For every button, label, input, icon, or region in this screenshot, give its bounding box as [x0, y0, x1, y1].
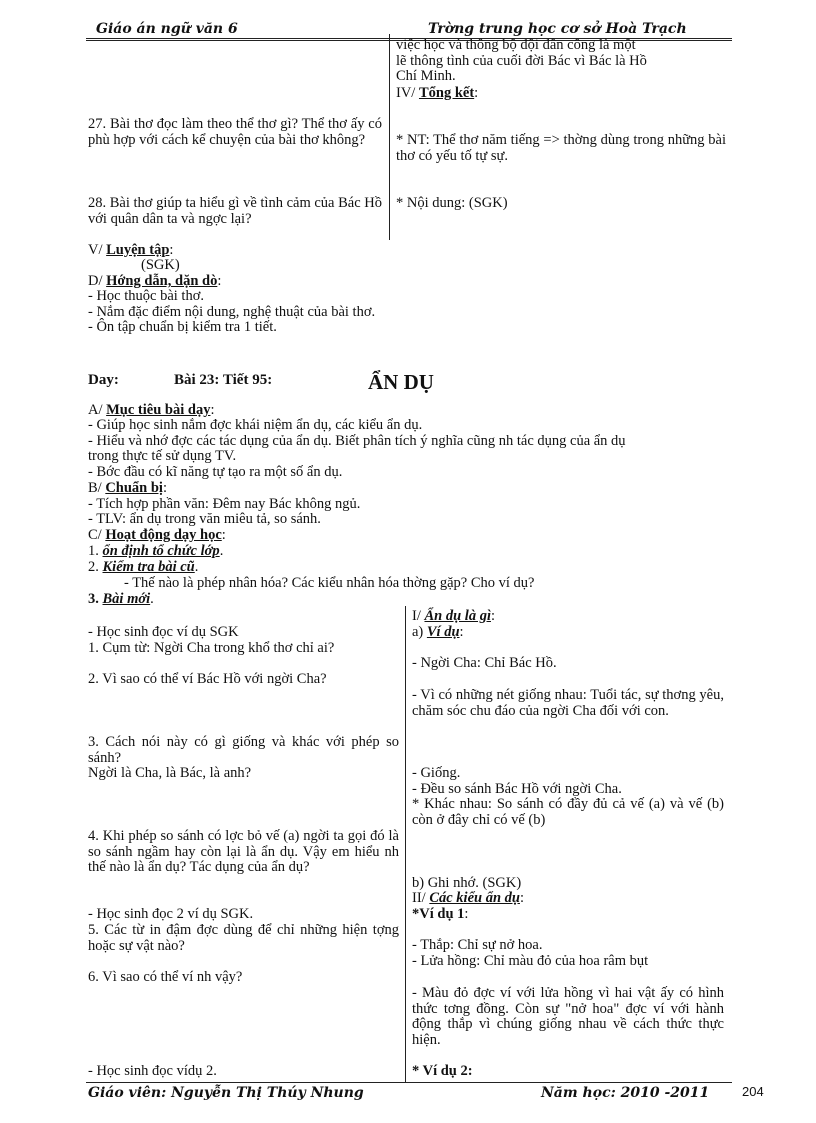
step-2-title: Kiểm tra bài cũ	[102, 559, 195, 575]
example-1-title: *Ví dụ 1	[412, 906, 465, 922]
question-27: 27. Bài thơ đọc làm theo thể thơ gì? Thể thơ ấy có phù hợp với cách kể chuyện của bài thơ không?	[88, 116, 382, 148]
tong-ket-title: Tổng kết	[418, 85, 475, 101]
example-prefix: a)	[412, 624, 427, 640]
step-1-number: 1.	[88, 543, 103, 559]
left-read-example-2: - Học sinh đọc vídụ 2.	[88, 1063, 217, 1079]
continued-line-2: lẽ thông tình của cuối đời Bác vì Bác là Hồ	[396, 52, 647, 69]
section-1-suffix: :	[490, 608, 495, 624]
question-28: 28. Bài thơ giúp ta hiểu gì về tình cảm của Bác Hồ với quân dân ta và ngợc lại?	[88, 195, 382, 227]
lesson-label: Bài 23: Tiết 95:	[174, 372, 273, 388]
header-right: Trờng trung học cơ sở Hoà Trạch	[428, 21, 687, 37]
right-section-1-heading	[412, 609, 495, 625]
step-1-title: ổn định tổ chức lớp	[102, 543, 220, 559]
activity-step-3	[88, 592, 154, 608]
right-example-heading	[412, 625, 464, 641]
homework-title: Hớng dẫn, dặn dò	[106, 273, 218, 289]
homework-item-2: - Nắm đặc điểm nội dung, nghệ thuật của bài thơ.	[88, 304, 376, 320]
left-question-6: 6. Vì sao có thể ví nh vậy?	[88, 969, 243, 985]
preparation-title: Chuẩn bị	[105, 480, 163, 496]
homework-suffix: :	[217, 273, 222, 289]
example-suffix: :	[459, 624, 464, 640]
answer-27: * NT: Thể thơ năm tiếng => thờng dùng trong những bài thơ có yếu tố tự sự.	[396, 132, 726, 164]
practice-prefix: V/	[88, 242, 107, 258]
tong-ket-heading	[396, 86, 478, 102]
right-answer-8: - Lửa hồng: Chỉ màu đỏ của hoa râm bụt	[412, 953, 649, 969]
step-2-end: .	[194, 559, 199, 575]
right-answer-5: * Khác nhau: So sánh có đầy đủ cả vế (a) và vế (b) còn ở đây chỉ có vế (b)	[412, 796, 724, 828]
preparation-item-1: - Tích hợp phần văn: Đêm nay Bác không ngủ.	[88, 496, 361, 512]
left-question-5: 5. Các từ in đậm đợc dùng để chỉ những hiện tợng hoặc sự vật nào?	[88, 922, 399, 954]
step-1-end: .	[219, 543, 224, 559]
preparation-suffix: :	[162, 480, 167, 496]
section-1-prefix: I/	[412, 608, 425, 624]
lesson-title: ẨN DỤ	[368, 370, 434, 394]
left-question-1: 1. Cụm từ: Ngời Cha trong khổ thơ chỉ ai?	[88, 640, 335, 656]
preparation-prefix: B/	[88, 480, 106, 496]
section-2-suffix: :	[519, 890, 524, 906]
objective-3: trong thực tế sử dụng TV.	[88, 448, 237, 464]
activities-prefix: C/	[88, 527, 106, 543]
preparation-item-2: - TLV: ẩn dụ trong văn miêu tả, so sánh.	[88, 511, 321, 527]
top-table-divider	[389, 34, 390, 240]
continued-line-3: Chí Minh.	[396, 68, 456, 84]
homework-item-3: - Ôn tập chuẩn bị kiểm tra 1 tiết.	[88, 319, 277, 335]
left-read-two-examples: - Học sinh đọc 2 ví dụ SGK.	[88, 906, 254, 922]
homework-prefix: D/	[88, 273, 107, 289]
activities-title: Hoạt động dạy học	[105, 527, 222, 543]
section-1-title: Ẩn dụ là gì	[424, 608, 491, 624]
main-table-divider	[405, 606, 406, 1082]
left-question-4: 4. Khi phép so sánh có lợc bỏ vế (a) ngời ta gọi đó là so sánh ngầm hay còn lại là ẩn dụ. Vậy em hiểu nh thế nào là ẩn dụ? Tác dụng của ẩn dụ?	[88, 828, 399, 875]
footer-teacher: Giáo viên: Nguyễn Thị Thúy Nhung	[88, 1085, 364, 1101]
objectives-prefix: A/	[88, 402, 107, 418]
step-3-title: Bài mới	[102, 591, 151, 607]
objective-4: - Bớc đầu có kĩ năng tự tạo ra một số ẩn dụ.	[88, 464, 343, 480]
practice-suffix: :	[169, 242, 174, 258]
right-answer-4: - Đều so sánh Bác Hồ với ngời Cha.	[412, 781, 622, 797]
objectives-title: Mục tiêu bài dạy	[106, 402, 211, 418]
homework-item-1: - Học thuộc bài thơ.	[88, 288, 204, 304]
page-number: 204	[742, 1084, 764, 1099]
step-2-question: - Thế nào là phép nhân hóa? Các kiểu nhân hóa thờng gặp? Cho ví dụ?	[124, 575, 535, 591]
section-2-title: Các kiểu ẩn dụ	[429, 890, 520, 906]
step-3-number: 3.	[88, 591, 103, 607]
right-answer-2: - Vì có những nét giống nhau: Tuổi tác, sự thơng yêu, chăm sóc chu đáo của ngời Cha đối với con.	[412, 687, 724, 719]
footer-year: Năm học: 2010 -2011	[541, 1085, 710, 1101]
right-answer-7: - Thắp: Chỉ sự nở hoa.	[412, 937, 543, 953]
objectives-suffix: :	[210, 402, 215, 418]
answer-28: * Nội dung: (SGK)	[396, 195, 508, 211]
top-table-right-continued	[396, 38, 726, 85]
example-title: Ví dụ	[426, 624, 460, 640]
left-question-2: 2. Vì sao có thể ví Bác Hồ với ngời Cha?	[88, 671, 327, 687]
right-example-2-heading: * Ví dụ 2:	[412, 1063, 473, 1079]
right-remember: b) Ghi nhớ. (SGK)	[412, 875, 522, 891]
step-3-end: .	[150, 591, 154, 607]
objective-2: - Hiểu và nhớ đợc các tác dụng của ẩn dụ. Biết phân tích ý nghĩa cũng nh tác dụng của ẩn dụ	[88, 433, 626, 449]
activities-suffix: :	[221, 527, 226, 543]
activities-heading	[88, 528, 226, 544]
footer-rule	[86, 1082, 732, 1083]
left-read-example: - Học sinh đọc ví dụ SGK	[88, 624, 239, 640]
preparation-heading	[88, 481, 167, 497]
activity-step-2	[88, 560, 198, 576]
continued-line-1: việc học và thông bộ đội dân công là một	[396, 37, 636, 53]
activity-step-1	[88, 544, 223, 560]
header-left: Giáo án ngữ văn 6	[96, 21, 238, 37]
day-label: Day:	[88, 372, 119, 388]
tong-ket-suffix: :	[474, 85, 479, 101]
right-example-1-heading	[412, 907, 468, 923]
objective-1: - Giúp học sinh nắm đợc khái niệm ẩn dụ, các kiểu ẩn dụ.	[88, 417, 423, 433]
section-2-prefix: II/	[412, 890, 430, 906]
tong-ket-prefix: IV/	[396, 85, 419, 101]
practice-title: Luyện tập	[106, 242, 170, 258]
right-answer-9: - Màu đỏ đợc ví với lửa hồng vì hai vật ấy có hình thức tơng đồng. Còn sự "nở hoa" đợc ví với hành động thắp vì chúng giống nhau về cách thức thực hiện.	[412, 985, 724, 1048]
right-answer-3: - Giống.	[412, 765, 461, 781]
left-question-3b: Ngời là Cha, là Bác, là anh?	[88, 765, 252, 781]
left-question-3: 3. Cách nói này có gì giống và khác với phép so sánh?	[88, 734, 399, 766]
right-section-2-heading	[412, 891, 524, 907]
step-2-number: 2.	[88, 559, 103, 575]
practice-note: (SGK)	[141, 257, 180, 273]
example-1-suffix: :	[464, 906, 469, 922]
right-answer-1: - Ngời Cha: Chỉ Bác Hồ.	[412, 655, 557, 671]
